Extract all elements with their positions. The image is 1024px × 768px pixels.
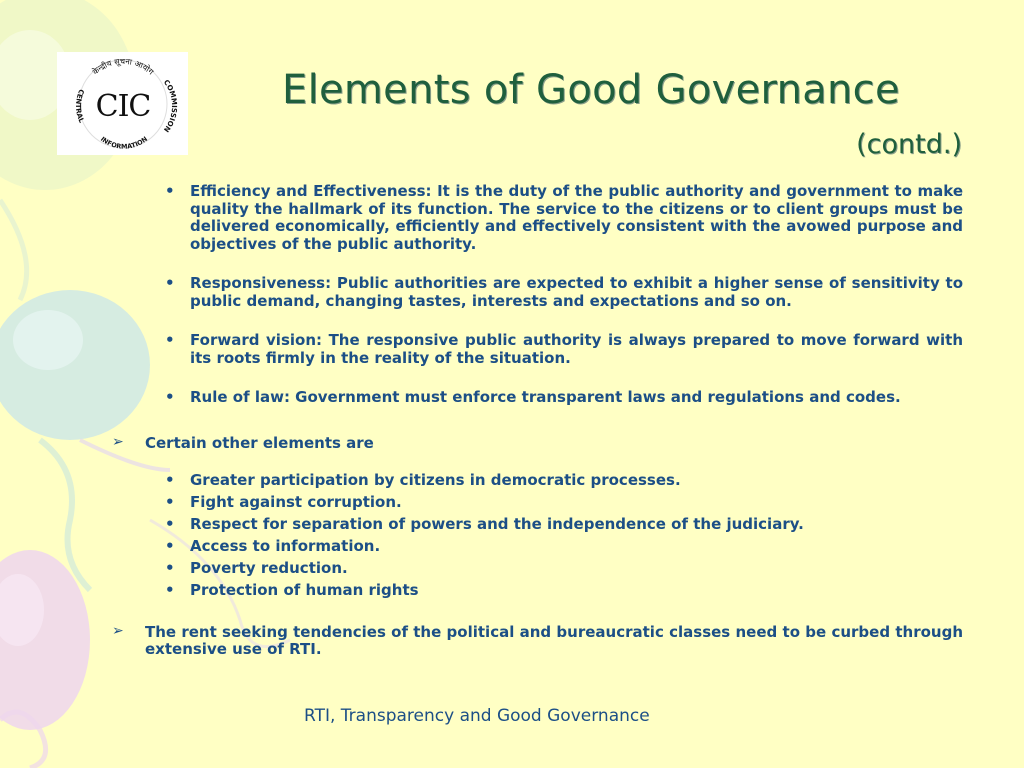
svg-text:INFORMATION: INFORMATION <box>98 134 150 151</box>
list-item: • Protection of human rights <box>165 581 419 599</box>
slide-subtitle: (contd.) <box>856 129 962 160</box>
slide-footer: RTI, Transparency and Good Governance <box>304 706 650 726</box>
bullet-icon: • <box>165 471 175 489</box>
bullet-icon: • <box>165 274 175 292</box>
svg-text:CIC: CIC <box>95 89 151 124</box>
cic-logo <box>57 52 188 155</box>
bullet-icon: • <box>165 559 175 577</box>
slide-title: Elements of Good Governance <box>282 67 900 113</box>
closing-point: ➢ The rent seeking tendencies of the political and bureaucratic classes need to be curbed through extensive use of RTI. <box>112 622 963 658</box>
other-elements-heading: ➢ Certain other elements are <box>112 433 374 452</box>
bullet-icon: • <box>165 388 175 406</box>
list-item: • Forward vision: The responsive public authority is always prepared to move forward with its roots firmly in the reality of the situation. <box>165 331 963 367</box>
list-item: • Respect for separation of powers and the independence of the judiciary. <box>165 515 804 533</box>
other-elements-list <box>112 472 963 600</box>
bullet-icon: • <box>165 182 175 200</box>
svg-text:CENTRAL: CENTRAL <box>73 87 86 125</box>
list-item: • Fight against corruption. <box>165 493 402 511</box>
arrow-bullet-icon: ➢ <box>112 433 124 450</box>
list-item: • Efficiency and Effectiveness: It is the duty of the public authority and government to make quality the hallmark of its function. The service to the citizens or to client groups must be delivered economically, efficiently and effectively consistent with the avowed purpose and objectives of the public authority. <box>165 182 963 253</box>
arrow-bullet-icon: ➢ <box>112 622 124 639</box>
bullet-icon: • <box>165 581 175 599</box>
list-item: • Greater participation by citizens in democratic processes. <box>165 471 681 489</box>
slide-body <box>112 183 963 659</box>
bullet-icon: • <box>165 331 175 349</box>
bullet-icon: • <box>165 493 175 511</box>
list-item: • Access to information. <box>165 537 381 555</box>
principles-list <box>112 183 963 407</box>
svg-text:केन्द्रीय सूचना आयोग: केन्द्रीय सूचना आयोग <box>90 56 156 77</box>
list-item: • Responsiveness: Public authorities are expected to exhibit a higher sense of sensitivity to public demand, changing tastes, interests and expectations and so on. <box>165 274 963 310</box>
bullet-icon: • <box>165 537 175 555</box>
list-item: • Poverty reduction. <box>165 559 348 577</box>
svg-text:COMMISSION: COMMISSION <box>161 78 179 134</box>
list-item: • Rule of law: Government must enforce transparent laws and regulations and codes. <box>165 388 901 406</box>
bullet-icon: • <box>165 515 175 533</box>
